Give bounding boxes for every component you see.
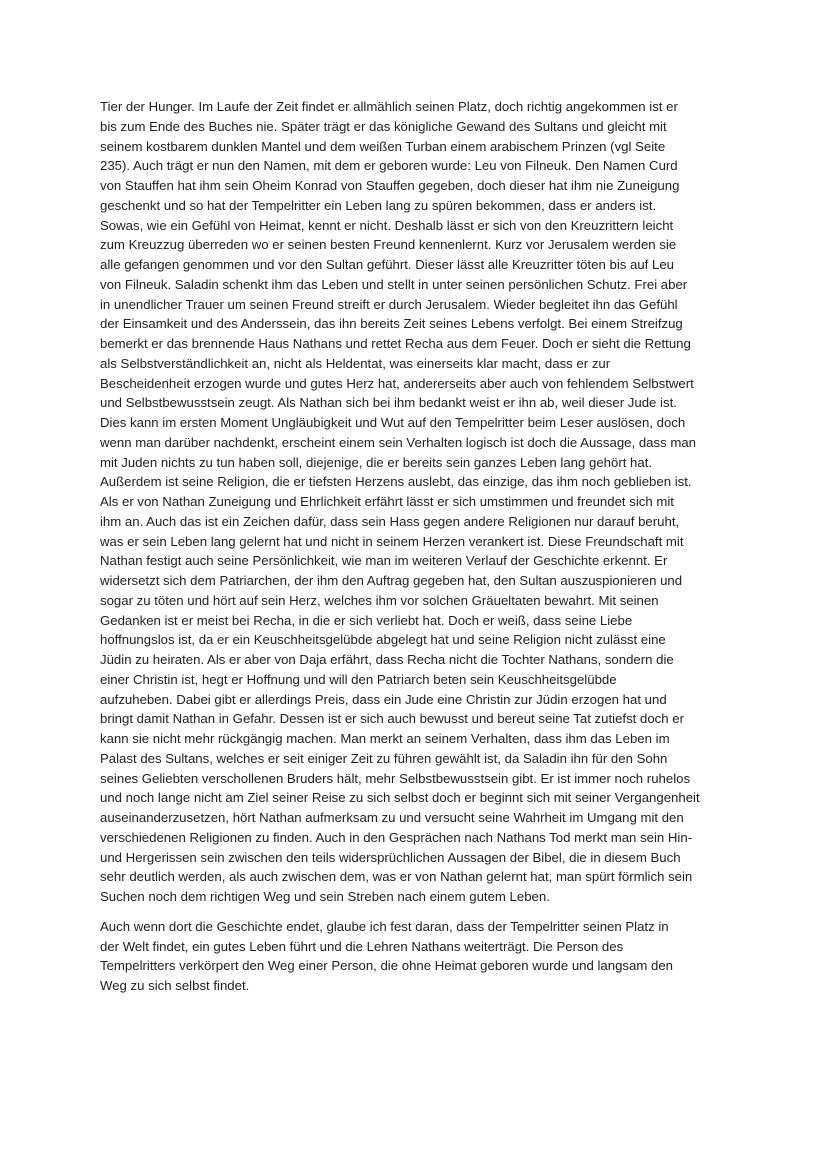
text-line: zum Kreuzzug überreden wo er seinen besten Freund kennenlernt. Kurz vor Jerusalem werden sie (100, 237, 677, 253)
text-line: wenn man darüber nachdenkt, erscheint einem sein Verhalten logisch ist doch die Aussage, dass man (100, 434, 696, 450)
text-line: was er sein Leben lang gelernt hat und nicht in seinem Herzen verankert ist. Diese Freundschaft mit (100, 533, 684, 549)
text-line: aufzuheben. Dabei gibt er allerdings Preis, dass ein Jude eine Christin zur Jüdin erzogen hat und (100, 691, 667, 707)
text-line: ihm an. Auch das ist ein Zeichen dafür, dass sein Hass gegen andere Religionen nur darauf beruht, (100, 513, 680, 529)
text-line: Weg zu sich selbst findet. (100, 978, 250, 993)
text-line: und Hergerissen sein zwischen den teils widersprüchlichen Aussagen der Bibel, die in diesem Buch (100, 849, 681, 865)
text-line: seines Geliebten verschollenen Bruders hält, mehr Selbstbewusstsein gibt. Er ist immer noch ruhelos (100, 770, 691, 786)
text-line: geschenkt und so hat der Tempelritter ein Leben lang zu spüren bekommen, dass er anders ist. (100, 197, 657, 213)
text-line: von Filneuk. Saladin schenkt ihm das Leben und stellt in unter seinen persönlichen Schutz. Frei aber (100, 276, 688, 292)
text-line: mit Juden nichts zu tun haben soll, diejenige, die er bereits sein ganzes Leben lang gehört hat. (100, 454, 653, 470)
text-line: Bescheidenheit erzogen wurde und gutes Herz hat, andererseits aber auch von fehlendem Selbstwert (100, 375, 694, 391)
paragraph-1 (100, 97, 732, 907)
text-line: Als er von Nathan Zuneigung und Ehrlichkeit erfährt lässt er sich umstimmen und freundet sich mit (100, 494, 674, 509)
text-line: Suchen noch dem richtigen Weg und sein Streben nach einem gutem Leben. (100, 889, 550, 904)
text-line: Dies kann im ersten Moment Ungläubigkeit und Wut auf den Tempelritter beim Leser auslösen, doch (100, 415, 686, 430)
text-line: bis zum Ende des Buches nie. Später trägt er das königliche Gewand des Sultans und gleicht mit (100, 118, 667, 134)
text-line: von Stauffen hat ihm sein Oheim Konrad von Stauffen gegeben, doch dieser hat ihm nie Zuneigung (100, 178, 680, 193)
text-line: Tempelritters verkörpert den Weg einer Person, die ohne Heimat geboren wurde und langsam den (100, 958, 673, 974)
text-line: Nathan festigt auch seine Persönlichkeit, wie man im weiteren Verlauf der Geschichte erkennt. Er (100, 553, 668, 569)
text-line: und Selbstbewusstsein zeugt. Als Nathan sich bei ihm bedankt weist er ihn ab, weil dieser Jude ist. (100, 395, 677, 411)
text-line: als Selbstverständlichkeit an, nicht als Heldentat, was einerseits klar macht, dass er zur (100, 355, 611, 371)
text-line: in unendlicher Trauer um seinen Freund streift er durch Jerusalem. Wieder begleitet ihn das Gefühl (100, 296, 678, 312)
text-line: einer Christin ist, hegt er Hoffnung und will den Patriarch beten sein Keuschheitsgelübde (100, 671, 617, 687)
text-line: 235). Auch trägt er nun den Namen, mit dem er geboren wurde: Leu von Filneuk. Den Namen Curd (100, 158, 678, 174)
text-line: auseinanderzusetzen, hört Nathan aufmerksam zu und versucht seine Wahrheit im Umgang mit den (100, 810, 684, 825)
text-line: Sowas, wie ein Gefühl von Heimat, kennt er nicht. Deshalb lässt er sich von den Kreuzrittern leicht (100, 217, 674, 233)
text-line: sehr deutlich werden, als auch zwischen dem, was er von Nathan gelernt hat, man spürt förmlich sein (100, 869, 693, 885)
text-line: und noch lange nicht am Ziel seiner Reise zu sich selbst doch er beginnt sich mit seiner Vergangenheit (100, 790, 700, 806)
text-line: der Welt findet, ein gutes Leben führt und die Lehren Nathans weiterträgt. Die Person des (100, 938, 624, 954)
text-line: widersetzt sich dem Patriarchen, der ihm den Auftrag gegeben hat, den Sultan auszuspionieren und (100, 573, 683, 588)
paragraph-2 (100, 917, 732, 996)
text-line: hoffnungslos ist, da er ein Keuschheitsgelübde abgelegt hat und seine Religion nicht zulässt eine (100, 632, 666, 648)
text-line: Tier der Hunger. Im Laufe der Zeit findet er allmählich seinen Platz, doch richtig angekommen ist er (100, 99, 678, 114)
text-line: Gedanken ist er meist bei Recha, in die er sich verliebt hat. Doch er weiß, dass seine Liebe (100, 612, 633, 628)
text-line: bringt damit Nathan in Gefahr. Dessen ist er sich auch bewusst und bereut seine Tat zutiefst doch er (100, 711, 684, 727)
text-line: alle gefangen genommen und vor den Sultan geführt. Dieser lässt alle Kreuzritter töten bis auf Leu (100, 257, 675, 272)
text-line: kann sie nicht mehr rückgängig machen. Man merkt an seinem Verhalten, dass ihm das Leben im (100, 731, 670, 746)
text-line: Palast des Sultans, welches er seit einiger Zeit zu führen gewählt ist, da Saladin ihn für den Sohn (100, 750, 668, 766)
text-line: sogar zu töten und hört auf sein Herz, welches ihm vor solchen Gräueltaten bewahrt. Mit seinen (100, 592, 659, 608)
text-line: Außerdem ist seine Religion, die er tiefsten Herzens auslebt, das einzige, das ihm noch geblieben ist. (100, 474, 692, 490)
text-line: der Einsamkeit und des Anderssein, das ihn bereits Zeit seines Lebens verfolgt. Bei einem Streifzug (100, 316, 683, 332)
text-line: verschiedenen Religionen zu finden. Auch in den Gesprächen nach Nathans Tod merkt man sein Hin- (100, 829, 693, 845)
text-line: seinem kostbarem dunklen Mantel und dem weißen Turban einem arabischem Prinzen (vgl Seite (100, 138, 666, 154)
text-line: Auch wenn dort die Geschichte endet, glaube ich fest daran, dass der Tempelritter seinen Platz in (100, 918, 669, 934)
text-line: Jüdin zu heiraten. Als er aber von Daja erfährt, dass Recha nicht die Tochter Nathans, sondern die (100, 652, 674, 667)
text-line: bemerkt er das brennende Haus Nathans und rettet Recha aus dem Feuer. Doch er sieht die Rettung (100, 336, 691, 351)
document-body (100, 97, 732, 996)
